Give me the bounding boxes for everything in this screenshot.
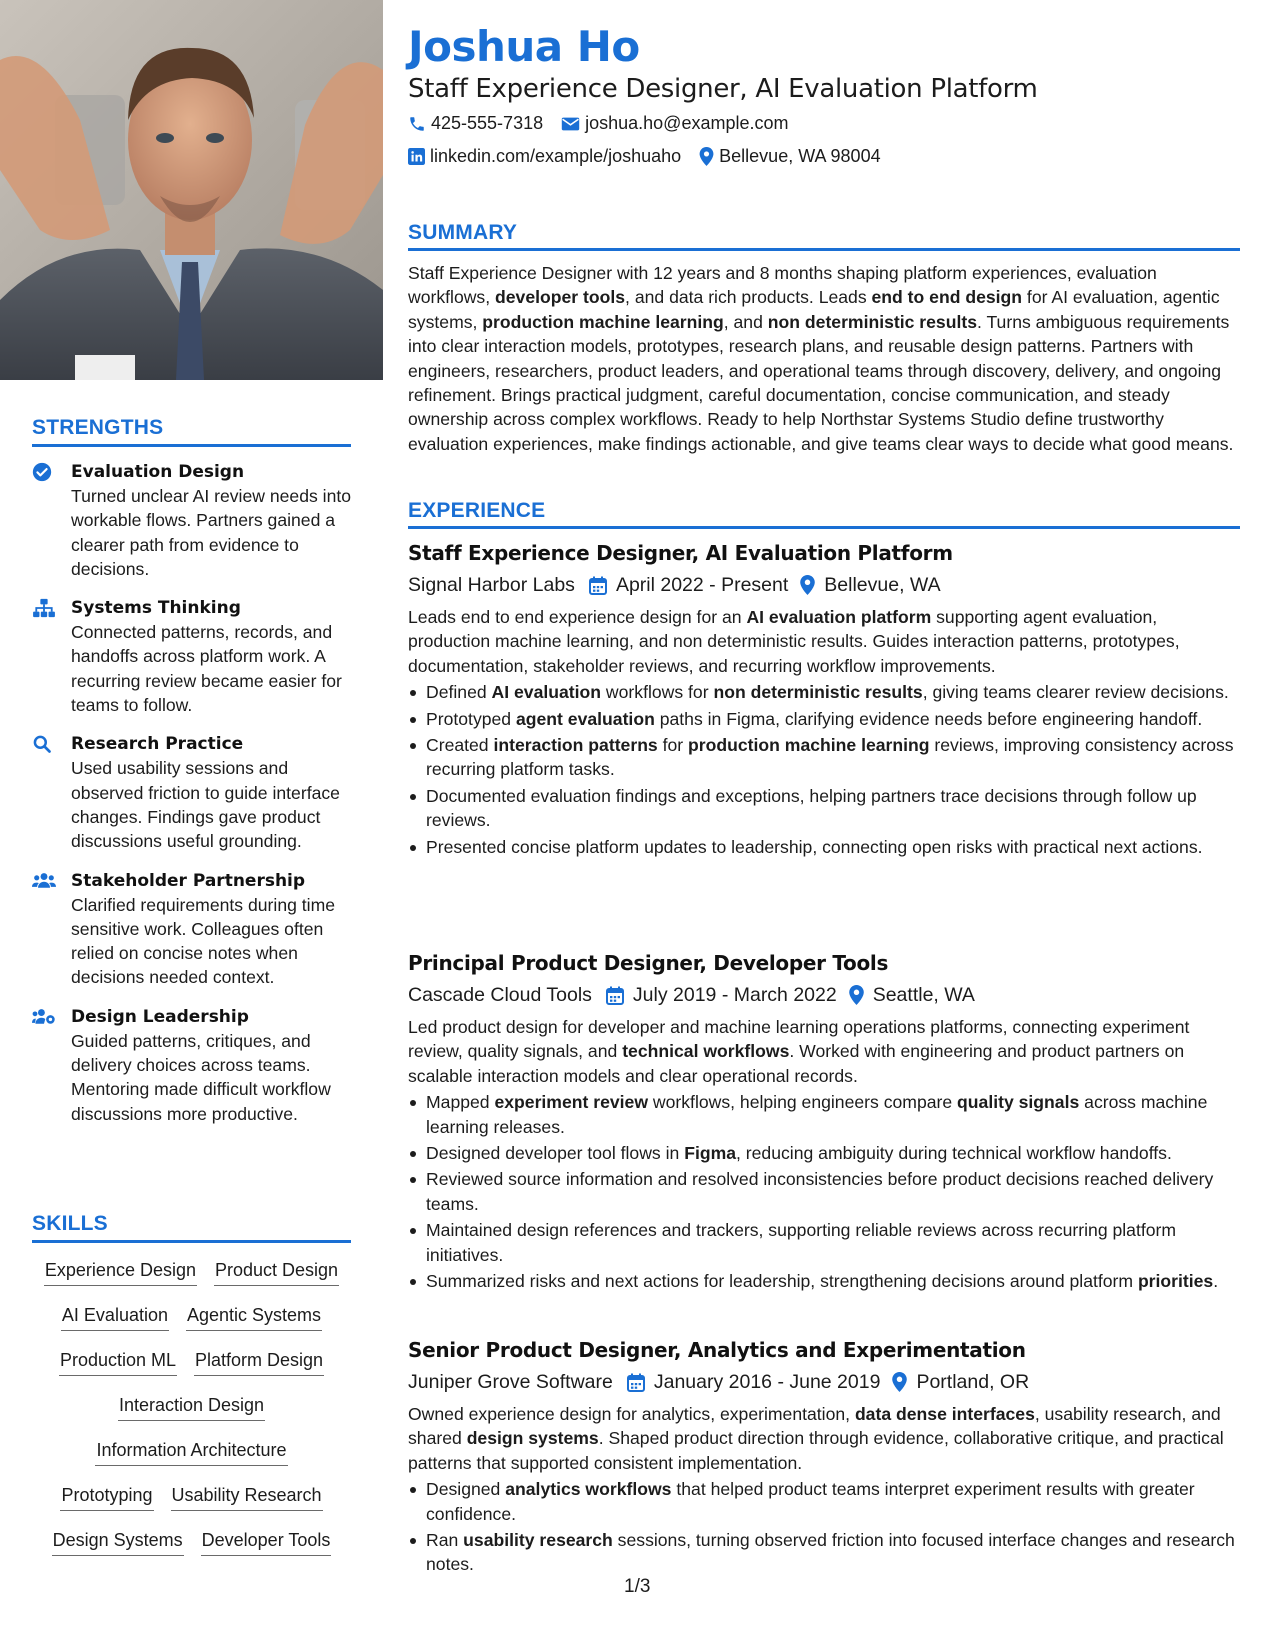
job-bullets xyxy=(408,1090,1240,1293)
strength-description: Guided patterns, critiques, and delivery choices across teams. Mentoring made difficult workflow discussions more productive. xyxy=(71,1030,331,1124)
job-location: Seattle, WA xyxy=(872,984,975,1006)
strengths-list xyxy=(32,460,362,1141)
strength-title: Stakeholder Partnership xyxy=(71,870,306,891)
job-bullets xyxy=(408,680,1240,859)
phone-icon xyxy=(408,115,426,133)
job-title: Staff Experience Designer, AI Evaluation Platform xyxy=(408,541,953,565)
location-text: Bellevue, WA 98004 xyxy=(719,146,881,166)
candidate-role: Staff Experience Designer, AI Evaluation Platform xyxy=(408,74,1038,104)
strength-title: Research Practice xyxy=(71,734,244,755)
strength-item xyxy=(32,869,362,990)
list-item: Mapped experiment review workflows, helping engineers compare quality signals across machine learning releases. xyxy=(408,1090,1240,1139)
job-title: Senior Product Designer, Analytics and Experimentation xyxy=(408,1338,1026,1362)
candidate-name: Joshua Ho xyxy=(408,22,640,71)
list-item: Summarized risks and next actions for leadership, strengthening decisions around platform priorities. xyxy=(408,1269,1240,1293)
job-summary: Owned experience design for analytics, experimentation, data dense interfaces, usability research, and shared design systems. Shaped product direction through evidence, collaborative critique, and practical patterns that supported consistent implementation. xyxy=(408,1404,1224,1473)
job-entry xyxy=(408,539,1240,861)
skill-tag: Experience Design xyxy=(44,1258,197,1286)
linkedin-icon xyxy=(408,148,425,165)
job-dates: April 2022 - Present xyxy=(615,574,789,596)
strength-item xyxy=(32,732,362,853)
list-item: Defined AI evaluation workflows for non deterministic results, giving teams clearer review decisions. xyxy=(408,680,1240,704)
email-contact[interactable] xyxy=(561,113,788,134)
strength-item xyxy=(32,1005,362,1126)
strength-item xyxy=(32,596,362,717)
phone-text: 425-555-7318 xyxy=(431,113,544,133)
linkedin-text: linkedin.com/example/joshuaho xyxy=(430,146,682,166)
skill-tag: Information Architecture xyxy=(95,1438,287,1466)
skills-grid xyxy=(32,1258,351,1573)
list-item: Designed analytics workflows that helped product teams interpret experiment results with greater confidence. xyxy=(408,1477,1240,1526)
skill-tag: Usability Research xyxy=(171,1483,323,1511)
skill-row xyxy=(32,1438,351,1483)
job-dates: July 2019 - March 2022 xyxy=(632,984,837,1006)
skill-row xyxy=(32,1483,351,1528)
location-icon xyxy=(849,985,864,1005)
search-icon xyxy=(32,734,56,754)
summary-text: Staff Experience Designer with 12 years and 8 months shaping platform experiences, evaluation workflows, developer tools, and data rich products. Leads end to end design for AI evaluation, agentic systems, production machine learning, and non deterministic results. Turns ambiguous requirements into clear interaction models, prototypes, research plans, and reusable design patterns. Partners with engineers, researchers, product leaders, and operational teams through discovery, delivery, and ongoing refinement. Brings practical judgment, careful documentation, concise communication, and steady ownership across complex workflows. Ready to help Northstar Systems Studio define trustworthy evaluation experiences, make findings actionable, and give teams clear ways to decide what good means. xyxy=(408,263,1234,454)
list-item: Prototyped agent evaluation paths in Figma, clarifying evidence needs before engineering handoff. xyxy=(408,707,1240,731)
users-gear-icon xyxy=(32,1007,56,1027)
skill-tag: Production ML xyxy=(59,1348,177,1376)
users-icon xyxy=(32,871,56,891)
company-name: Juniper Grove Software xyxy=(408,1371,613,1393)
job-location: Bellevue, WA xyxy=(824,574,941,596)
job-entry xyxy=(408,949,1240,1295)
list-item: Documented evaluation findings and exceptions, helping partners trace decisions through follow up reviews. xyxy=(408,784,1240,833)
email-text: joshua.ho@example.com xyxy=(585,113,789,133)
skill-row xyxy=(32,1348,351,1393)
list-item: Reviewed source information and resolved inconsistencies before product decisions reached delivery teams. xyxy=(408,1167,1240,1216)
list-item: Created interaction patterns for production machine learning reviews, improving consistency across recurring platform tasks. xyxy=(408,733,1240,782)
skill-tag: Prototyping xyxy=(60,1483,153,1511)
skill-tag: Developer Tools xyxy=(201,1528,332,1556)
strength-description: Connected patterns, records, and handoffs across platform work. A recurring review became easier for teams to follow. xyxy=(71,622,342,716)
email-icon xyxy=(561,116,580,132)
list-item: Maintained design references and trackers, supporting reliable reviews across recurring platform initiatives. xyxy=(408,1218,1240,1267)
strength-description: Used usability sessions and observed friction to guide interface changes. Findings gave product discussions useful grounding. xyxy=(71,758,340,852)
skill-row xyxy=(32,1303,351,1348)
strength-title: Systems Thinking xyxy=(71,598,241,619)
calendar-icon xyxy=(627,1373,645,1392)
location-icon xyxy=(800,575,815,595)
page-number: 1/3 xyxy=(624,1576,651,1597)
strengths-heading: STRENGTHS xyxy=(32,416,351,447)
skill-tag: Agentic Systems xyxy=(186,1303,322,1331)
calendar-icon xyxy=(589,576,607,595)
summary-heading: SUMMARY xyxy=(408,221,1240,251)
contact-row xyxy=(408,146,899,167)
strength-title: Evaluation Design xyxy=(71,462,245,482)
job-summary: Leads end to end experience design for an AI evaluation platform supporting agent evaluation, production machine learning, and non deterministic results. Guides interaction patterns, prototypes, documentation, stakeholder reviews, and recurring workflow improvements. xyxy=(408,607,1180,676)
location-icon xyxy=(892,1372,907,1392)
job-meta xyxy=(408,1369,1240,1395)
job-entry xyxy=(408,1336,1240,1579)
skills-heading: SKILLS xyxy=(32,1212,351,1243)
job-summary: Led product design for developer and machine learning operations platforms, connecting experiment review, quality signals, and technical workflows. Worked with engineering and product partners on scalable interaction models and clear operational records. xyxy=(408,1017,1190,1086)
skill-row xyxy=(32,1258,351,1303)
skill-row xyxy=(32,1393,351,1438)
sidebar xyxy=(0,0,383,1650)
strength-item xyxy=(32,460,362,581)
list-item: Ran usability research sessions, turning observed friction into focused interface changes and research notes. xyxy=(408,1528,1240,1577)
location-icon xyxy=(699,147,714,166)
job-meta xyxy=(408,982,1240,1008)
skill-tag: AI Evaluation xyxy=(61,1303,169,1331)
calendar-icon xyxy=(606,986,624,1005)
company-name: Signal Harbor Labs xyxy=(408,574,575,596)
linkedin-contact[interactable] xyxy=(408,146,681,167)
contact-row xyxy=(408,113,807,134)
phone-contact[interactable] xyxy=(408,113,543,134)
skill-tag: Design Systems xyxy=(52,1528,184,1556)
job-title: Principal Product Designer, Developer Tools xyxy=(408,951,889,975)
company-name: Cascade Cloud Tools xyxy=(408,984,592,1006)
check-circle-icon xyxy=(32,462,56,482)
list-item: Presented concise platform updates to leadership, connecting open risks with practical next actions. xyxy=(408,835,1240,859)
sitemap-icon xyxy=(32,598,56,618)
job-dates: January 2016 - June 2019 xyxy=(653,1371,881,1393)
job-location: Portland, OR xyxy=(916,1371,1030,1393)
location-contact xyxy=(699,146,880,167)
job-bullets xyxy=(408,1477,1240,1577)
strength-description: Turned unclear AI review needs into workable flows. Partners gained a clearer path from evidence to decisions. xyxy=(71,486,352,579)
skill-row xyxy=(32,1528,351,1573)
experience-heading: EXPERIENCE xyxy=(408,499,1240,529)
skill-tag: Product Design xyxy=(214,1258,339,1286)
strength-description: Clarified requirements during time sensitive work. Colleagues often relied on concise notes when decisions needed context. xyxy=(71,894,336,988)
profile-photo xyxy=(0,0,383,380)
strength-title: Design Leadership xyxy=(71,1006,249,1027)
skill-tag: Interaction Design xyxy=(118,1393,265,1421)
job-meta xyxy=(408,572,1240,598)
list-item: Designed developer tool flows in Figma, reducing ambiguity during technical workflow handoffs. xyxy=(408,1141,1240,1165)
skill-tag: Platform Design xyxy=(194,1348,324,1376)
